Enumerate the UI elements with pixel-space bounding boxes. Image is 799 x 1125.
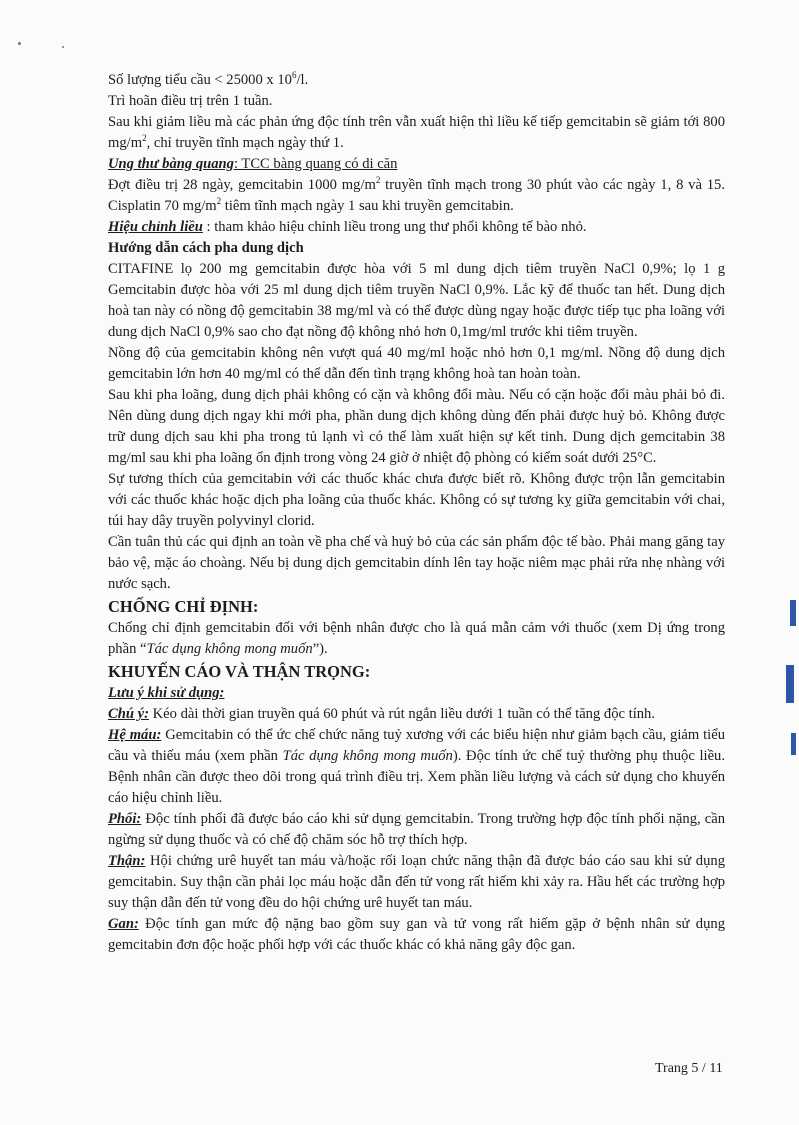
text-run: Gan: [108, 916, 139, 932]
paragraph [108, 343, 725, 385]
paragraph [108, 154, 725, 175]
text-run: CHỐNG CHỈ ĐỊNH: [108, 597, 259, 616]
text-run: Kéo dài thời gian truyền quá 60 phút và rút ngắn liều dưới 1 tuần có thể tăng độc tính. [148, 706, 655, 722]
text-run: Tác dụng không mong muốn [146, 641, 313, 657]
page-number: Trang 5 / 11 [655, 1061, 723, 1076]
text-run: Tác dụng không mong muốn [282, 748, 453, 764]
text-run: : [233, 156, 242, 172]
superscript: 2 [216, 196, 222, 207]
paragraph [108, 809, 725, 851]
paragraph [108, 70, 725, 91]
paragraph [108, 259, 725, 343]
superscript: 2 [375, 175, 381, 186]
text-run: KHUYẾN CÁO VÀ THẬN TRỌNG: [108, 662, 371, 681]
section-heading [108, 595, 725, 618]
scan-speck [62, 46, 64, 48]
paragraph [108, 618, 725, 660]
text-run: Gemcitabin có thể ức chế chức năng tuỷ xương với các biểu hiện như giảm bạch cầu, giảm tiểu cầu và thiếu máu (xem phần [108, 727, 725, 764]
text-run: Độc tính gan mức độ nặng bao gồm suy gan và tử vong rất hiếm gặp ở bệnh nhân sử dụng gemcitabin đơn độc hoặc phối hợp với các thuốc khác có khả năng gây độc gan. [108, 916, 725, 953]
paragraph [108, 91, 725, 112]
section-heading [108, 238, 725, 259]
text-run: Độc tính phổi đã được báo cáo khi sử dụng gemcitabin. Trong trường hợp độc tính phổi nặng, cần ngừng sử dụng thuốc và có chế độ chăm sóc hỗ trợ thích hợp. [108, 811, 725, 848]
scan-edge-mark [790, 600, 796, 626]
text-run: : tham khảo hiệu chỉnh liều trong ung thư phổi không tế bào nhỏ. [202, 219, 587, 235]
text-run: ”). [312, 641, 328, 657]
text-run: Thận: [108, 853, 146, 869]
document-body [108, 70, 725, 956]
paragraph [108, 175, 725, 217]
superscript: 2 [142, 133, 147, 144]
paragraph [108, 914, 725, 956]
text-run: Hệ máu: [108, 727, 162, 743]
text-run: Sự tương thích của gemcitabin với các thuốc khác chưa được biết rõ. Không được trộn lẫn gemcitabin với các thuốc khác hoặc dịch pha loãng của thuốc khác. Không có sự tương kỵ giữa gemcitabin với chai, túi hay dây truyền polyvinyl clorid. [108, 471, 725, 529]
paragraph [108, 217, 725, 238]
paragraph [108, 469, 725, 532]
superscript: 6 [291, 70, 297, 81]
text-run: Chống chỉ định gemcitabin đối với bệnh nhân được cho là quá mẫn cảm với thuốc (xem Dị ứng trong phần “ [108, 620, 725, 657]
paragraph [108, 112, 725, 154]
text-run: Hiệu chỉnh liều [108, 219, 203, 235]
text-run: ). Độc tính ức chế tuỷ thường phụ thuộc liều. Bệnh nhân cần được theo dõi trong quá trình điều trị. Xem phần liều lượng và cách sử dụng cho khuyến cáo hiệu chỉnh liều. [108, 748, 725, 806]
text-run: Cần tuân thủ các qui định an toàn về pha chế và huỷ bỏ của các sản phẩm độc tế bào. Phải mang găng tay bảo vệ, mặc áo choàng. Nếu bị dung dịch gemcitabin dính lên tay hoặc niêm mạc phải rửa nhẹ nhàng với nước sạch. [108, 534, 725, 592]
section-heading [108, 660, 725, 683]
text-run: Chú ý: [108, 706, 149, 722]
scan-edge-mark [786, 665, 794, 703]
text-run: CITAFINE lọ 200 mg gemcitabin được hòa với 5 ml dung dịch tiêm truyền NaCl 0,9%; lọ 1 g Gemcitabin được hòa với 25 ml dung dịch tiêm truyền NaCl 0,9%. Lắc kỹ để thuốc tan hết. Dung dịch hoà tan này có nồng độ gemcitabin 38 mg/ml và có thể được dùng ngay hoặc được tiếp tục pha loãng với dung dịch NaCl 0,9% sao cho đạt nồng độ không nhỏ hơn 0,1mg/ml trước khi tiêm truyền. [108, 261, 725, 340]
text-run: Nồng độ của gemcitabin không nên vượt quá 40 mg/ml hoặc nhỏ hơn 0,1 mg/ml. Nồng độ dung dịch gemcitabin lớn hơn 40 mg/ml có thể dẫn đến tình trạng không hoà tan hoàn toàn. [108, 345, 725, 382]
text-run: Phổi: [108, 811, 142, 827]
text-run: tiêm tĩnh mạch ngày 1 sau khi truyền gemcitabin. [221, 198, 514, 214]
paragraph [108, 532, 725, 595]
paragraph [108, 725, 725, 809]
text-run: Đợt điều trị 28 ngày, gemcitabin 1000 mg/m [108, 177, 376, 193]
scan-edge-mark [791, 733, 796, 755]
text-run: Trì hoãn điều trị trên 1 tuần. [108, 93, 273, 109]
text-run: truyền tĩnh mạch trong 30 phút vào các ngày 1, 8 và 15. Cisplatin 70 mg/m [108, 177, 726, 214]
text-run: Hướng dẫn cách pha dung dịch [108, 240, 304, 256]
paragraph [108, 851, 725, 914]
paragraph [108, 385, 725, 469]
text-run: Sau khi pha loãng, dung dịch phải không có cặn và không đổi màu. Nếu có cặn hoặc đổi màu phải bỏ đi. Nên dùng dung dịch ngay khi mới pha, phần dung dịch không dùng đến phải được huỷ bỏ. Không được trữ dung dịch sau khi pha trong tủ lạnh vì có thể làm xuất hiện sự kết tinh. Dung dịch gemcitabin 38 mg/ml sau khi pha loãng ổn định trong vòng 24 giờ ở nhiệt độ phòng có kiểm soát dưới 25°C. [108, 387, 725, 466]
text-run: Sau khi giảm liều mà các phản ứng độc tính trên vẫn xuất hiện thì liều kế tiếp gemcitabin sẽ giảm tới 800 mg/m [108, 114, 725, 151]
text-run: Số lượng tiểu cầu < 25000 x 10 [108, 72, 292, 88]
text-run: , chỉ truyền tĩnh mạch ngày thứ 1. [146, 135, 344, 151]
text-run: Hội chứng urê huyết tan máu và/hoặc rối loạn chức năng thận đã được báo cáo sau khi sử dụng gemcitabin. Suy thận cần phải lọc máu hoặc dẫn đến tử vong rất hiếm khi xảy ra. Hầu hết các trường hợp suy thận dẫn đến tử vong đều do hội chứng urê huyết tan máu. [108, 853, 725, 911]
paragraph [108, 683, 725, 704]
text-run: Ung thư bàng quang [108, 156, 234, 172]
paragraph [108, 704, 725, 725]
text-run: TCC bàng quang có di căn [241, 156, 398, 172]
scan-speck [18, 42, 21, 45]
text-run: Lưu ý khi sử dụng: [108, 685, 225, 701]
text-run: /l. [296, 72, 309, 88]
